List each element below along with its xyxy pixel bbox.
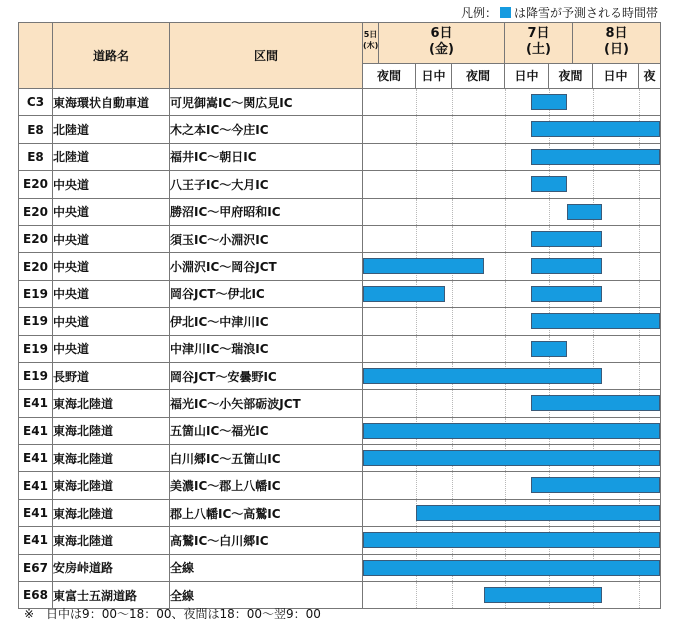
period-gridline	[416, 390, 417, 416]
period-gridline	[505, 308, 506, 334]
timeline-cell	[363, 253, 661, 280]
period-gridline	[452, 171, 453, 197]
period-gridline	[416, 308, 417, 334]
day-5-label: 5日	[363, 30, 378, 39]
road-section: 木之本IC～今庄IC	[170, 116, 363, 143]
timeline-cell	[363, 280, 661, 307]
period-gridline	[416, 144, 417, 170]
timeline-cell	[363, 335, 661, 362]
road-code: E68	[19, 582, 53, 609]
timeline-cell	[363, 143, 661, 170]
period-gridline	[452, 472, 453, 498]
period-gridline	[416, 171, 417, 197]
snow-forecast-bar	[531, 477, 660, 493]
day-8-sub: (日)	[604, 42, 629, 57]
road-name: 東海北陸道	[53, 499, 170, 526]
period-header-2: 夜間	[452, 64, 505, 88]
table-row	[19, 554, 661, 581]
timeline-cell	[363, 390, 661, 417]
road-name: 中央道	[53, 280, 170, 307]
period-gridline	[639, 226, 640, 252]
snow-forecast-bar	[484, 587, 602, 603]
table-row	[19, 472, 661, 499]
table-row	[19, 198, 661, 225]
road-code: E41	[19, 499, 53, 526]
snow-forecast-bar	[363, 368, 602, 384]
period-gridline	[505, 199, 506, 225]
timeline-cell	[363, 554, 661, 581]
period-header-3: 日中	[505, 64, 549, 88]
period-gridline	[505, 281, 506, 307]
snow-forecast-bar	[416, 505, 660, 521]
timeline-cell	[363, 308, 661, 335]
table-row	[19, 143, 661, 170]
period-gridline	[505, 253, 506, 279]
period-gridline	[505, 116, 506, 142]
snow-forecast-bar	[363, 560, 660, 576]
period-gridline	[452, 582, 453, 608]
table-row	[19, 390, 661, 417]
table-row	[19, 499, 661, 526]
road-name: 北陸道	[53, 116, 170, 143]
road-section: 中津川IC～瑞浪IC	[170, 335, 363, 362]
snow-forecast-bar	[531, 341, 566, 357]
road-name: 東富士五湖道路	[53, 582, 170, 609]
period-gridline	[452, 390, 453, 416]
table-row	[19, 335, 661, 362]
period-gridline	[416, 226, 417, 252]
road-code: E19	[19, 308, 53, 335]
period-gridline	[416, 582, 417, 608]
timeline-cell	[363, 89, 661, 116]
period-header-0: 夜間	[363, 64, 416, 88]
table-row	[19, 280, 661, 307]
road-code: E19	[19, 362, 53, 389]
table-row	[19, 308, 661, 335]
snow-forecast-bar	[363, 450, 660, 466]
road-name: 東海北陸道	[53, 527, 170, 554]
road-code: E67	[19, 554, 53, 581]
snow-forecast-bar	[531, 149, 660, 165]
legend-swatch	[500, 7, 511, 18]
timeline-cell	[363, 472, 661, 499]
col-header-road: 道路名	[53, 23, 170, 89]
period-gridline	[452, 199, 453, 225]
period-gridline	[452, 89, 453, 115]
day-header-8	[573, 23, 660, 63]
snow-forecast-bar	[363, 423, 660, 439]
day-header-6	[379, 23, 505, 63]
period-gridline	[639, 89, 640, 115]
road-name: 東海北陸道	[53, 417, 170, 444]
day-header-5	[363, 23, 379, 63]
road-section: 白川郷IC～五箇山IC	[170, 445, 363, 472]
road-code: E41	[19, 417, 53, 444]
period-gridline	[416, 336, 417, 362]
period-gridline	[416, 89, 417, 115]
period-gridline	[452, 144, 453, 170]
snow-forecast-bar	[567, 204, 603, 220]
road-name: 東海北陸道	[53, 472, 170, 499]
road-code: E19	[19, 335, 53, 362]
legend-text: は降雪が予測される時間帯	[513, 6, 658, 20]
road-section: 全線	[170, 554, 363, 581]
snow-forecast-bar	[531, 94, 566, 110]
snow-forecast-bar	[363, 532, 660, 548]
period-gridline	[505, 472, 506, 498]
day-header-row	[363, 23, 661, 64]
timeline-cell	[363, 198, 661, 225]
timeline-cell	[363, 225, 661, 252]
road-section: 須玉IC～小淵沢IC	[170, 225, 363, 252]
timeline-cell	[363, 362, 661, 389]
snow-forecast-bar	[531, 313, 660, 329]
road-section: 全線	[170, 582, 363, 609]
road-code: E20	[19, 198, 53, 225]
road-section: 五箇山IC～福光IC	[170, 417, 363, 444]
period-gridline	[639, 363, 640, 389]
period-gridline	[639, 336, 640, 362]
road-name: 中央道	[53, 225, 170, 252]
road-code: E41	[19, 527, 53, 554]
period-gridline	[505, 171, 506, 197]
day-7-label: 7日	[527, 26, 550, 41]
period-gridline	[639, 253, 640, 279]
period-gridline	[549, 199, 550, 225]
road-code: E41	[19, 445, 53, 472]
road-code: E19	[19, 280, 53, 307]
day-5-sub: (木)	[363, 41, 379, 50]
road-name: 中央道	[53, 308, 170, 335]
road-section: 高鷲IC～白川郷IC	[170, 527, 363, 554]
period-header-5: 日中	[593, 64, 639, 88]
road-code: C3	[19, 89, 53, 116]
road-name: 中央道	[53, 253, 170, 280]
snow-forecast-bar	[531, 286, 602, 302]
table-row	[19, 89, 661, 116]
road-code: E20	[19, 225, 53, 252]
period-header-row	[363, 64, 661, 89]
road-name: 東海北陸道	[53, 390, 170, 417]
table-row	[19, 171, 661, 198]
road-code: E41	[19, 390, 53, 417]
snow-forecast-bar	[363, 258, 484, 274]
snow-forecast-table	[18, 22, 661, 609]
day-header-7	[505, 23, 573, 63]
road-section: 小淵沢IC～岡谷JCT	[170, 253, 363, 280]
road-section: 福光IC～小矢部砺波JCT	[170, 390, 363, 417]
col-header-section: 区間	[170, 23, 363, 89]
road-section: 伊北IC～中津川IC	[170, 308, 363, 335]
road-code: E8	[19, 116, 53, 143]
road-section: 郡上八幡IC～高鷲IC	[170, 499, 363, 526]
period-header-4: 夜間	[549, 64, 593, 88]
timeline-cell	[363, 116, 661, 143]
table-row	[19, 362, 661, 389]
timeline-cell	[363, 499, 661, 526]
snow-forecast-bar	[531, 121, 660, 137]
road-section: 岡谷JCT～伊北IC	[170, 280, 363, 307]
period-gridline	[452, 308, 453, 334]
period-gridline	[416, 199, 417, 225]
timeline-cell	[363, 582, 661, 609]
timeline-cell	[363, 171, 661, 198]
period-gridline	[505, 144, 506, 170]
snow-forecast-bar	[531, 176, 566, 192]
timeline-cell	[363, 445, 661, 472]
period-header-6: 夜	[643, 69, 656, 83]
period-gridline	[505, 89, 506, 115]
road-name: 東海北陸道	[53, 445, 170, 472]
period-gridline	[416, 472, 417, 498]
legend-prefix: 凡例：	[460, 6, 497, 20]
road-code: E20	[19, 171, 53, 198]
period-gridline	[416, 116, 417, 142]
period-gridline	[593, 89, 594, 115]
road-section: 勝沼IC～甲府昭和IC	[170, 198, 363, 225]
snow-forecast-bar	[363, 286, 445, 302]
road-code: E41	[19, 472, 53, 499]
table-row	[19, 253, 661, 280]
period-gridline	[505, 390, 506, 416]
period-gridline	[593, 171, 594, 197]
timeline-cell	[363, 527, 661, 554]
footnote: ※ 日中は9：00～18：00、夜間は18：00～翌9：00	[24, 607, 321, 621]
day-7-sub: (土)	[526, 42, 551, 57]
period-header-1: 日中	[416, 64, 452, 88]
road-section: 可児御嵩IC～関広見IC	[170, 89, 363, 116]
table-row	[19, 527, 661, 554]
snow-forecast-bar	[531, 231, 602, 247]
col-header-code	[19, 23, 53, 89]
road-section: 岡谷JCT～安曇野IC	[170, 362, 363, 389]
period-gridline	[505, 226, 506, 252]
table-row	[19, 225, 661, 252]
table-row	[19, 445, 661, 472]
road-section: 美濃IC～郡上八幡IC	[170, 472, 363, 499]
road-code: E20	[19, 253, 53, 280]
road-section: 福井IC～朝日IC	[170, 143, 363, 170]
day-8-label: 8日	[605, 26, 628, 41]
road-name: 東海環状自動車道	[53, 89, 170, 116]
road-name: 中央道	[53, 171, 170, 198]
day-6-sub: (金)	[429, 42, 454, 57]
period-gridline	[452, 281, 453, 307]
snow-forecast-bar	[531, 395, 660, 411]
period-gridline	[452, 116, 453, 142]
road-name: 長野道	[53, 362, 170, 389]
period-gridline	[593, 336, 594, 362]
timeline-cell	[363, 417, 661, 444]
road-name: 安房峠道路	[53, 554, 170, 581]
legend	[0, 6, 658, 20]
table-row	[19, 116, 661, 143]
road-name: 中央道	[53, 198, 170, 225]
period-gridline	[639, 171, 640, 197]
day-6-label: 6日	[430, 26, 453, 41]
road-name: 中央道	[53, 335, 170, 362]
period-gridline	[639, 582, 640, 608]
period-gridline	[505, 336, 506, 362]
snow-forecast-bar	[531, 258, 602, 274]
period-gridline	[639, 281, 640, 307]
road-section: 八王子IC～大月IC	[170, 171, 363, 198]
period-gridline	[639, 199, 640, 225]
table-row	[19, 417, 661, 444]
road-code: E8	[19, 143, 53, 170]
road-name: 北陸道	[53, 143, 170, 170]
period-gridline	[452, 336, 453, 362]
period-gridline	[452, 226, 453, 252]
